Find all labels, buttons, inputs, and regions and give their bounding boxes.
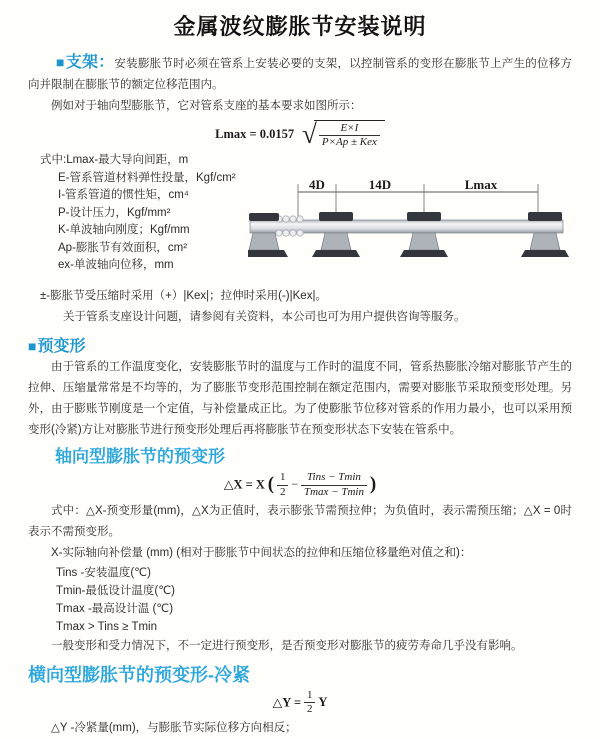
definition-line: 式中:Lmax-最大导向间距，m xyxy=(40,154,189,167)
definition-line: Ap-膨胀节有效面积，cm² xyxy=(58,241,188,254)
guide-support xyxy=(400,212,448,257)
service-note: 关于管系支座设计问题，请参阅有关资料，本公司也可为用户提供咨询等服务。 xyxy=(63,311,466,324)
fraction-denominator: 2 xyxy=(279,485,286,498)
formula-rhs: Y xyxy=(318,694,328,709)
fraction-denominator: P×Ap ± Kex xyxy=(321,136,377,149)
guide-spacing-formula xyxy=(28,120,572,149)
predeform-section-heading xyxy=(28,336,572,357)
definition-line: ex-单波轴向位移，mm xyxy=(58,259,174,272)
minus-sign: − xyxy=(291,477,299,492)
predeform-paragraph: 由于管系的工作温度变化，安装膨胀节时的温度与工作时的温度不同，管系热膨胀冷缩对膨胀节产生的拉伸、压缩量常常是不均等的，为了膨胀节变形范围控制在额定范围内，需要对膨胀节采取预变形处理。另外，由于膨账节刚度是一个定值，与补偿量成正比。为了使膨胀节位移对管系的作用力最小，也可以采用预变形(冷紧)方让对膨胀节进行预变形处理后再将膨胀节在预变形状态下安装在管系中。 xyxy=(28,361,572,437)
radical-sign: √ xyxy=(302,119,317,150)
dim-label-4d: 4D xyxy=(309,178,325,193)
lateral-subtitle: 横向型膨胀节的预变形-冷紧 xyxy=(28,664,250,685)
guide-support xyxy=(312,212,360,257)
fraction-numerator: Tins − Tmin xyxy=(301,471,367,485)
axial-predeform-formula xyxy=(28,471,572,498)
fraction-denominator: 2 xyxy=(306,702,313,715)
formula-lhs: Lmax = 0.0157 xyxy=(215,127,295,142)
support-spacing-diagram xyxy=(248,178,598,278)
temperature-line: Tins -安装温度(℃) xyxy=(56,566,151,579)
axial-explain-paragraph: 式中：△X-预变形量(mm)，△X为正值时，表示膨张节需预拉伸；为负值时，表示需预压缩；△X = 0时表示不需预变形。 xyxy=(28,504,572,538)
plus-minus-note: ±-膨胀节受压缩时采用（+）|Kex|；拉伸时采用(-)|Kex|。 xyxy=(40,290,327,303)
page-title: 金属波纹膨胀节安装说明 xyxy=(173,14,427,39)
lateral-predeform-formula xyxy=(28,689,572,716)
support-heading-label: 支架： xyxy=(65,54,115,71)
fraction-numerator: 1 xyxy=(277,471,289,485)
support-example-line: 例如对于轴向型膨胀节，它对管系支座的基本要求如图所示： xyxy=(51,100,362,112)
lateral-y-definition: △Y -冷紧量(mm)，与膨胀节实际位移方向相反； xyxy=(51,722,297,735)
support-section-heading xyxy=(56,54,114,71)
formula-lhs: △Y = xyxy=(272,695,302,710)
definition-line: E-管系管道材料弹性投量，Kgf/cm² xyxy=(58,171,236,184)
axial-note-paragraph: 一般变形和受力情况下，不一定进行预变形，是否预变形对膨胀节的疲劳寿命几乎没有影响。 xyxy=(51,639,523,652)
blue-square-icon: ■ xyxy=(56,54,65,70)
definition-line: P-设计压力，Kgf/mm² xyxy=(58,206,171,219)
support-paragraph-text: 安装膨胀节时必须在管系上安装必要的支架，以控制管系的变形在膨胀节上产生的位移方向并限制在膨胀节的额定位移范围内。 xyxy=(28,58,572,91)
dim-label-14d: 14D xyxy=(368,178,392,193)
predeform-heading-label: 预变形 xyxy=(37,338,86,356)
fraction-denominator: Tmax − Tmin xyxy=(303,485,364,498)
fraction-numerator: 1 xyxy=(304,689,316,703)
symbol-definitions-block xyxy=(28,152,572,286)
temperature-inequality: Tmax > Tins ≥ Tmin xyxy=(56,620,157,633)
one-half-fraction xyxy=(277,471,289,498)
fraction-numerator: E×I xyxy=(319,122,380,136)
axial-x-definition: X-实际轴向补偿量 (mm) (相对于膨胀节中间状态的拉伸和压缩位移量绝对值之和)： xyxy=(51,546,472,559)
temperature-fraction xyxy=(301,471,367,498)
formula-lhs: △X = X xyxy=(223,478,265,493)
blue-square-icon: ■ xyxy=(28,338,37,355)
pipe-diagram xyxy=(248,178,598,278)
pipe xyxy=(250,220,563,233)
definition-line: K-单波轴向刚度；Kgf/mm xyxy=(58,224,190,237)
fraction xyxy=(319,122,380,149)
definition-line: I-管系管道的惯性矩，cm⁴ xyxy=(58,189,189,202)
dim-label-lmax: Lmax xyxy=(464,178,498,193)
radicand xyxy=(314,120,385,149)
axial-subtitle: 轴向型膨胀节的预变形 xyxy=(55,447,225,467)
left-paren: ( xyxy=(267,474,275,496)
one-half-fraction xyxy=(304,689,316,716)
predeform-section xyxy=(28,336,572,441)
square-root xyxy=(302,120,385,149)
temperature-line: Tmax -最高设计温 (℃) xyxy=(56,602,174,615)
guide-support xyxy=(521,212,569,257)
support-paragraph xyxy=(28,52,572,96)
temperature-line: Tmin-最低设计温度(℃) xyxy=(56,584,175,597)
right-paren: ) xyxy=(369,474,377,496)
